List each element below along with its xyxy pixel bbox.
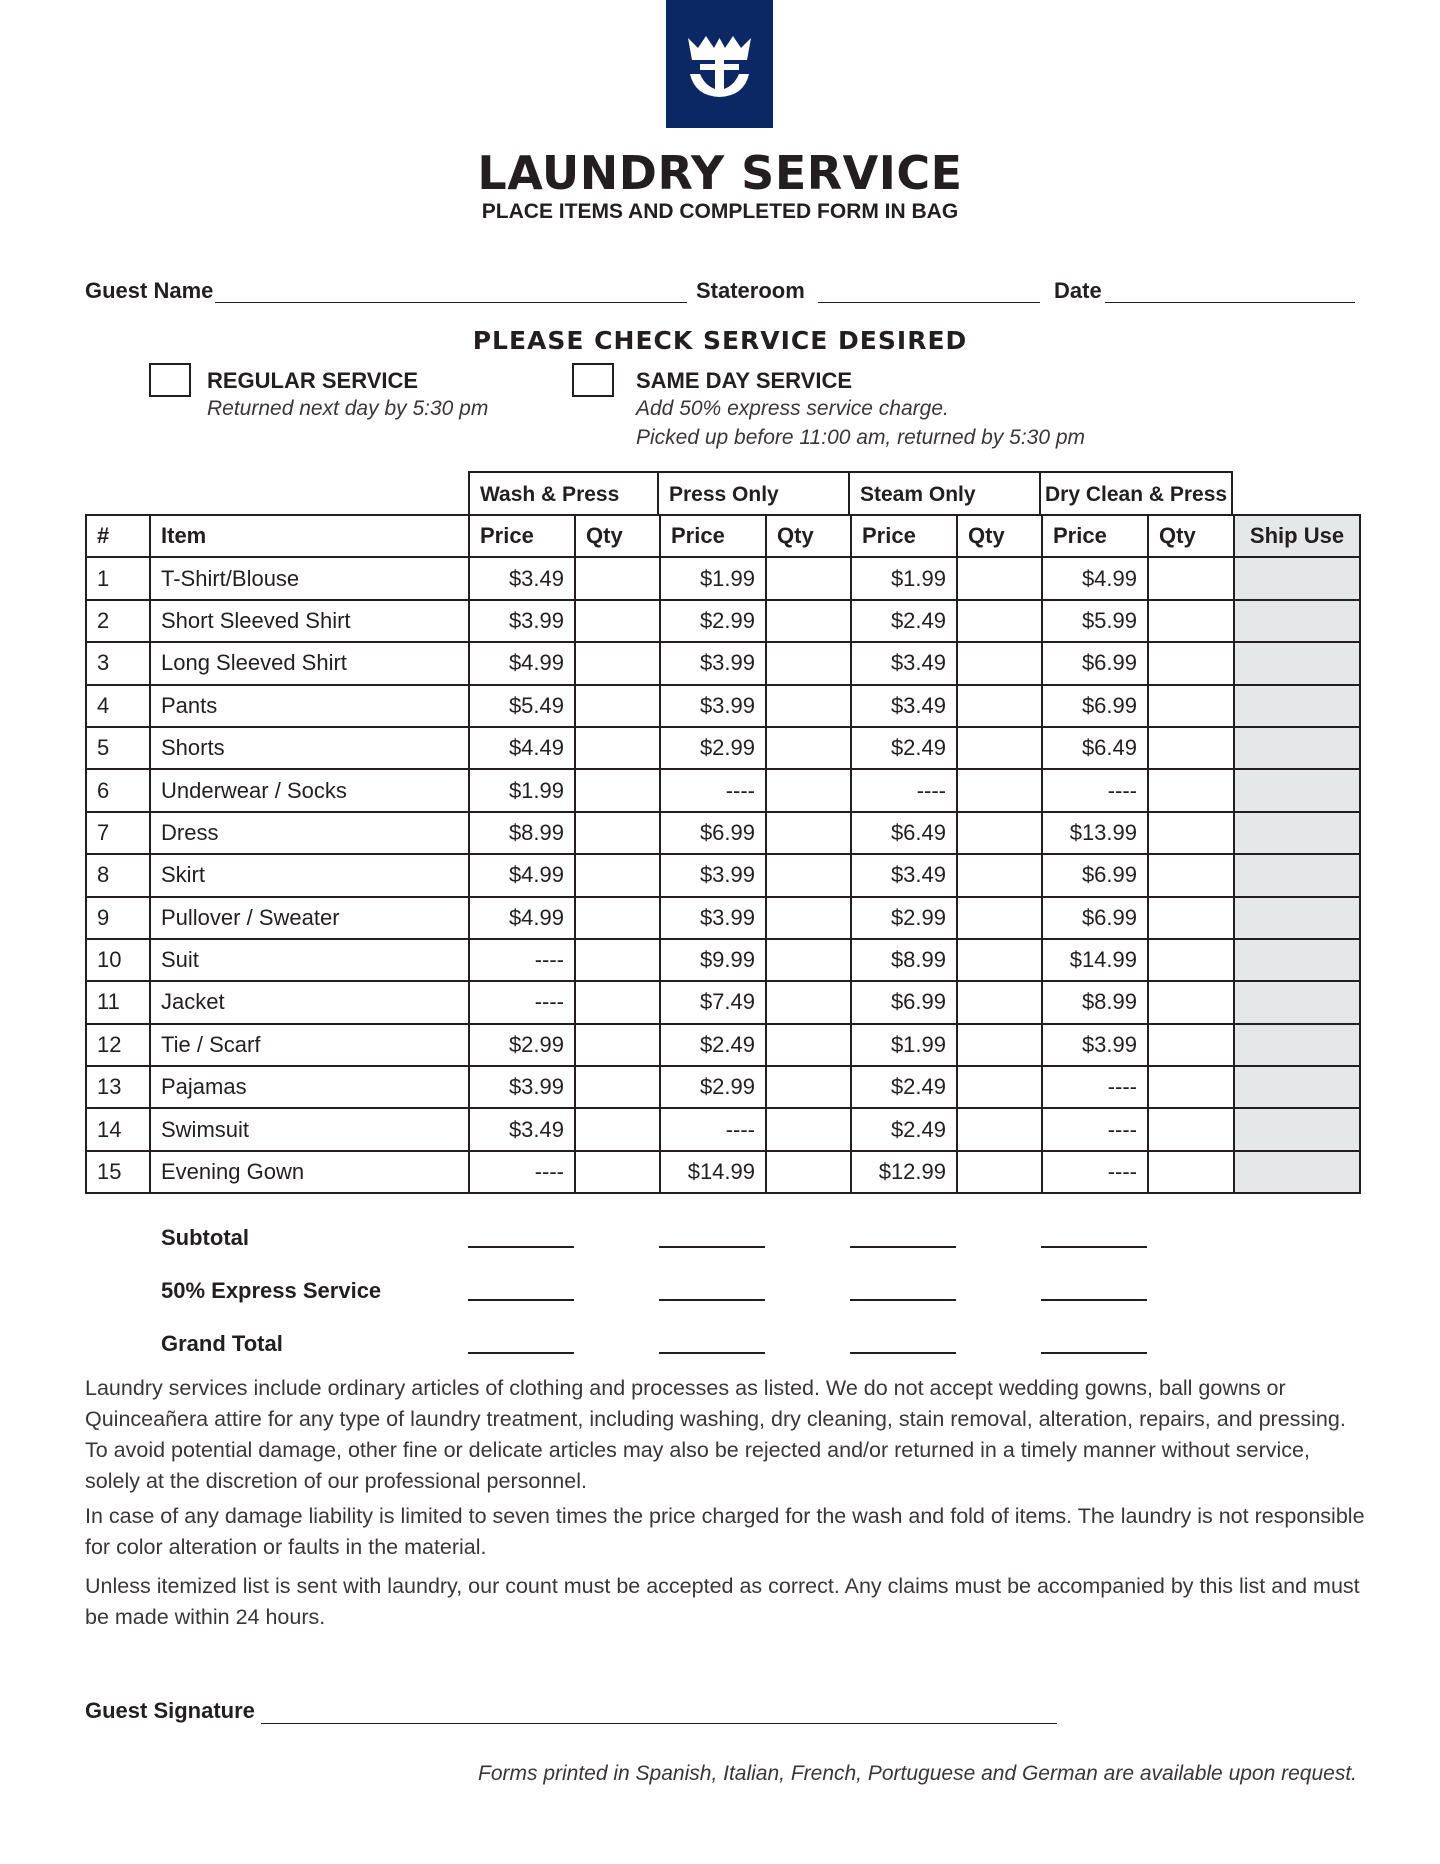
price-cell: $3.49 [851, 685, 957, 727]
price-cell: $6.99 [1042, 854, 1148, 896]
qty-cell[interactable] [766, 897, 851, 939]
qty-cell[interactable] [575, 981, 660, 1023]
same-day-service-note-2: Picked up before 11:00 am, returned by 5:30 pm [636, 426, 1086, 449]
price-cell: $2.99 [660, 727, 766, 769]
date-field[interactable] [1105, 302, 1355, 303]
price-cell: $2.99 [851, 897, 957, 939]
guest-signature-field[interactable] [261, 1723, 1057, 1724]
price-cell: $6.99 [1042, 642, 1148, 684]
qty-cell[interactable] [1148, 1151, 1234, 1193]
qty-cell[interactable] [766, 685, 851, 727]
ship-use-cell [1234, 1024, 1360, 1066]
price-cell: ---- [469, 981, 575, 1023]
price-cell: $6.99 [1042, 897, 1148, 939]
table-row [86, 897, 1360, 939]
qty-cell[interactable] [766, 557, 851, 599]
price-cell: $5.49 [469, 685, 575, 727]
price-cell: $2.99 [660, 600, 766, 642]
qty-cell[interactable] [1148, 1066, 1234, 1108]
qty-cell[interactable] [957, 939, 1042, 981]
price-cell: $8.99 [851, 939, 957, 981]
item-name: Shorts [150, 727, 469, 769]
qty-cell[interactable] [957, 981, 1042, 1023]
ship-use-cell [1234, 1151, 1360, 1193]
table-row [86, 939, 1360, 981]
row-number: 5 [86, 727, 150, 769]
price-cell: $2.49 [851, 1108, 957, 1150]
item-name: T-Shirt/Blouse [150, 557, 469, 599]
regular-service-label: REGULAR SERVICE [207, 368, 419, 393]
qty-cell[interactable] [1148, 981, 1234, 1023]
terms-paragraph: Laundry services include ordinary articles of clothing and processes as listed. We do not accept wedding gowns, ball gowns or Quinceañera attire for any type of laundry treatment, including washing, dry cleaning, stain removal, alteration, repairs, and pressing. To avoid potential damage, other fine or delicate articles may also be rejected and/or returned in a timely manner without service, solely at the discretion of our professional personnel. [85, 1376, 1346, 1493]
ship-use-cell [1234, 939, 1360, 981]
table-row [86, 557, 1360, 599]
qty-cell[interactable] [575, 1066, 660, 1108]
row-number: 10 [86, 939, 150, 981]
qty-cell[interactable] [575, 1024, 660, 1066]
column-header-qty: Qty [957, 515, 1042, 557]
qty-cell[interactable] [575, 769, 660, 811]
qty-cell[interactable] [766, 981, 851, 1023]
price-cell: $2.99 [469, 1024, 575, 1066]
same-day-service-checkbox[interactable] [572, 363, 614, 397]
price-cell: $3.99 [660, 642, 766, 684]
ship-use-cell [1234, 897, 1360, 939]
grand-total-field[interactable] [468, 1352, 574, 1354]
ship-use-cell [1234, 981, 1360, 1023]
qty-cell[interactable] [957, 812, 1042, 854]
qty-cell[interactable] [1148, 685, 1234, 727]
qty-cell[interactable] [575, 897, 660, 939]
row-number: 14 [86, 1108, 150, 1150]
price-cell: $3.49 [469, 557, 575, 599]
ship-use-cell [1234, 727, 1360, 769]
price-cell: $3.49 [469, 1108, 575, 1150]
crown-anchor-icon [684, 34, 755, 98]
qty-cell[interactable] [957, 854, 1042, 896]
guest-name-label: Guest Name [85, 278, 214, 303]
column-header-qty: Qty [766, 515, 851, 557]
column-header-price: Price [469, 515, 575, 557]
price-cell: $6.99 [851, 981, 957, 1023]
qty-cell[interactable] [766, 854, 851, 896]
qty-cell[interactable] [575, 685, 660, 727]
price-cell: $2.49 [851, 727, 957, 769]
price-table [85, 514, 1361, 1194]
price-cell: $1.99 [469, 769, 575, 811]
table-row [86, 854, 1360, 896]
row-number: 11 [86, 981, 150, 1023]
table-row [86, 600, 1360, 642]
price-cell: ---- [660, 769, 766, 811]
grand-total-field[interactable] [850, 1352, 956, 1354]
qty-cell[interactable] [957, 1024, 1042, 1066]
row-number: 1 [86, 557, 150, 599]
group-header-dry-clean-press: Dry Clean & Press [1041, 471, 1233, 514]
qty-cell[interactable] [1148, 1024, 1234, 1066]
ship-use-cell [1234, 769, 1360, 811]
price-cell: $6.99 [1042, 685, 1148, 727]
qty-cell[interactable] [766, 1108, 851, 1150]
qty-cell[interactable] [575, 642, 660, 684]
group-header-steam-only: Steam Only [850, 471, 1041, 514]
price-cell: $3.99 [469, 600, 575, 642]
subtotal-field[interactable] [659, 1246, 765, 1248]
price-cell: $12.99 [851, 1151, 957, 1193]
price-cell: $6.49 [1042, 727, 1148, 769]
ship-use-cell [1234, 812, 1360, 854]
table-row [86, 1024, 1360, 1066]
price-cell: ---- [1042, 769, 1148, 811]
price-cell: $3.99 [660, 685, 766, 727]
qty-cell[interactable] [766, 939, 851, 981]
qty-cell[interactable] [766, 727, 851, 769]
qty-cell[interactable] [957, 897, 1042, 939]
item-name: Pajamas [150, 1066, 469, 1108]
column-header-item: Item [150, 515, 469, 557]
qty-cell[interactable] [1148, 897, 1234, 939]
row-number: 13 [86, 1066, 150, 1108]
price-cell: $7.49 [660, 981, 766, 1023]
item-name: Tie / Scarf [150, 1024, 469, 1066]
qty-cell[interactable] [766, 769, 851, 811]
price-cell: $2.99 [660, 1066, 766, 1108]
express-service-field[interactable] [850, 1299, 956, 1301]
column-header-qty: Qty [1148, 515, 1234, 557]
express-service-field[interactable] [659, 1299, 765, 1301]
qty-cell[interactable] [957, 1066, 1042, 1108]
qty-cell[interactable] [575, 557, 660, 599]
qty-cell[interactable] [1148, 854, 1234, 896]
subtotal-field[interactable] [468, 1246, 574, 1248]
qty-cell[interactable] [957, 600, 1042, 642]
languages-footnote: Forms printed in Spanish, Italian, French, Portuguese and German are available upon request. [478, 1762, 1357, 1785]
qty-cell[interactable] [957, 557, 1042, 599]
table-row [86, 812, 1360, 854]
same-day-service-label: SAME DAY SERVICE [636, 368, 853, 393]
grand-total-label: Grand Total [161, 1331, 283, 1356]
qty-cell[interactable] [575, 939, 660, 981]
row-number: 4 [86, 685, 150, 727]
row-number: 9 [86, 897, 150, 939]
column-header-qty: Qty [575, 515, 660, 557]
price-cell: $6.99 [660, 812, 766, 854]
qty-cell[interactable] [575, 1151, 660, 1193]
qty-cell[interactable] [957, 1108, 1042, 1150]
price-cell: $1.99 [660, 557, 766, 599]
qty-cell[interactable] [1148, 600, 1234, 642]
price-cell: ---- [1042, 1066, 1148, 1108]
price-cell: $3.99 [1042, 1024, 1148, 1066]
price-cell: $3.49 [851, 854, 957, 896]
same-day-service-note-1: Add 50% express service charge. [636, 397, 949, 420]
ship-use-cell [1234, 642, 1360, 684]
price-cell: $3.99 [660, 854, 766, 896]
price-cell: $6.49 [851, 812, 957, 854]
qty-cell[interactable] [766, 642, 851, 684]
ship-use-cell [1234, 1108, 1360, 1150]
brand-logo [666, 0, 773, 128]
price-cell: $1.99 [851, 557, 957, 599]
ship-use-cell [1234, 854, 1360, 896]
qty-cell[interactable] [1148, 769, 1234, 811]
table-row [86, 1108, 1360, 1150]
price-cell: $1.99 [851, 1024, 957, 1066]
row-number: 3 [86, 642, 150, 684]
qty-cell[interactable] [766, 1151, 851, 1193]
item-name: Pullover / Sweater [150, 897, 469, 939]
grand-total-field[interactable] [1041, 1352, 1147, 1354]
price-cell: ---- [1042, 1108, 1148, 1150]
item-name: Underwear / Socks [150, 769, 469, 811]
date-label: Date [1054, 278, 1102, 303]
qty-cell[interactable] [1148, 557, 1234, 599]
subtotal-field[interactable] [1041, 1246, 1147, 1248]
column-header-price: Price [851, 515, 957, 557]
subtotal-field[interactable] [850, 1246, 956, 1248]
row-number: 6 [86, 769, 150, 811]
express-service-field[interactable] [1041, 1299, 1147, 1301]
qty-cell[interactable] [575, 812, 660, 854]
price-cell: $4.99 [469, 642, 575, 684]
express-service-label: 50% Express Service [161, 1278, 382, 1303]
table-row [86, 769, 1360, 811]
qty-cell[interactable] [575, 1108, 660, 1150]
express-service-field[interactable] [468, 1299, 574, 1301]
price-cell: $9.99 [660, 939, 766, 981]
ship-use-cell [1234, 685, 1360, 727]
row-number: 8 [86, 854, 150, 896]
qty-cell[interactable] [957, 1151, 1042, 1193]
price-cell: $4.99 [1042, 557, 1148, 599]
item-name: Skirt [150, 854, 469, 896]
group-header-wash-press: Wash & Press [468, 471, 659, 514]
table-row [86, 685, 1360, 727]
qty-cell[interactable] [766, 1024, 851, 1066]
stateroom-field[interactable] [818, 302, 1040, 303]
subtotal-label: Subtotal [161, 1225, 249, 1250]
table-header-row [86, 515, 1360, 557]
item-name: Pants [150, 685, 469, 727]
qty-cell[interactable] [766, 1066, 851, 1108]
row-number: 7 [86, 812, 150, 854]
qty-cell[interactable] [957, 769, 1042, 811]
stateroom-label: Stateroom [696, 278, 805, 303]
item-name: Dress [150, 812, 469, 854]
row-number: 12 [86, 1024, 150, 1066]
price-cell: ---- [851, 769, 957, 811]
table-row [86, 727, 1360, 769]
qty-cell[interactable] [1148, 939, 1234, 981]
price-cell: ---- [660, 1108, 766, 1150]
price-cell: $5.99 [1042, 600, 1148, 642]
qty-cell[interactable] [1148, 727, 1234, 769]
ship-use-cell [1234, 600, 1360, 642]
column-header-price: Price [1042, 515, 1148, 557]
price-cell: ---- [469, 939, 575, 981]
price-cell: $14.99 [1042, 939, 1148, 981]
row-number: 15 [86, 1151, 150, 1193]
claims-paragraph: Unless itemized list is sent with laundry, our count must be accepted as correct. Any claims must be accompanied by this list and must be made within 24 hours. [85, 1574, 1360, 1629]
qty-cell[interactable] [957, 642, 1042, 684]
row-number: 2 [86, 600, 150, 642]
qty-cell[interactable] [766, 600, 851, 642]
table-row [86, 1066, 1360, 1108]
price-cell: $4.99 [469, 897, 575, 939]
price-cell: ---- [469, 1151, 575, 1193]
guest-signature-label: Guest Signature [85, 1698, 255, 1723]
qty-cell[interactable] [957, 685, 1042, 727]
item-name: Evening Gown [150, 1151, 469, 1193]
guest-name-field[interactable] [215, 302, 687, 303]
group-header-press-only: Press Only [659, 471, 850, 514]
price-cell: $4.99 [469, 854, 575, 896]
price-cell: $8.99 [469, 812, 575, 854]
price-cell: $14.99 [660, 1151, 766, 1193]
item-name: Short Sleeved Shirt [150, 600, 469, 642]
qty-cell[interactable] [575, 854, 660, 896]
ship-use-cell [1234, 1066, 1360, 1108]
table-row [86, 1151, 1360, 1193]
grand-total-field[interactable] [659, 1352, 765, 1354]
item-name: Swimsuit [150, 1108, 469, 1150]
price-cell: $3.99 [660, 897, 766, 939]
table-row [86, 981, 1360, 1023]
column-header-num: # [86, 515, 150, 557]
qty-cell[interactable] [1148, 812, 1234, 854]
ship-use-cell [1234, 557, 1360, 599]
price-cell: $2.49 [851, 600, 957, 642]
qty-cell[interactable] [766, 812, 851, 854]
qty-cell[interactable] [1148, 1108, 1234, 1150]
qty-cell[interactable] [575, 727, 660, 769]
liability-paragraph: In case of any damage liability is limited to seven times the price charged for the wash and fold of items. The laundry is not responsible for color alteration or faults in the material. [85, 1504, 1365, 1559]
service-heading: PLEASE CHECK SERVICE DESIRED [472, 326, 968, 355]
price-cell: $4.49 [469, 727, 575, 769]
price-cell: ---- [1042, 1151, 1148, 1193]
price-cell: $2.49 [851, 1066, 957, 1108]
qty-cell[interactable] [575, 600, 660, 642]
item-name: Long Sleeved Shirt [150, 642, 469, 684]
qty-cell[interactable] [1148, 642, 1234, 684]
page-title: LAUNDRY SERVICE [477, 146, 963, 200]
column-header-price: Price [660, 515, 766, 557]
qty-cell[interactable] [957, 727, 1042, 769]
price-cell: $13.99 [1042, 812, 1148, 854]
item-name: Suit [150, 939, 469, 981]
item-name: Jacket [150, 981, 469, 1023]
page-subtitle: PLACE ITEMS AND COMPLETED FORM IN BAG [481, 200, 959, 223]
table-row [86, 642, 1360, 684]
price-cell: $8.99 [1042, 981, 1148, 1023]
price-cell: $2.49 [660, 1024, 766, 1066]
regular-service-note: Returned next day by 5:30 pm [207, 397, 489, 420]
column-header-ship-use: Ship Use [1234, 515, 1360, 557]
price-cell: $3.99 [469, 1066, 575, 1108]
price-cell: $3.49 [851, 642, 957, 684]
regular-service-checkbox[interactable] [149, 363, 191, 397]
